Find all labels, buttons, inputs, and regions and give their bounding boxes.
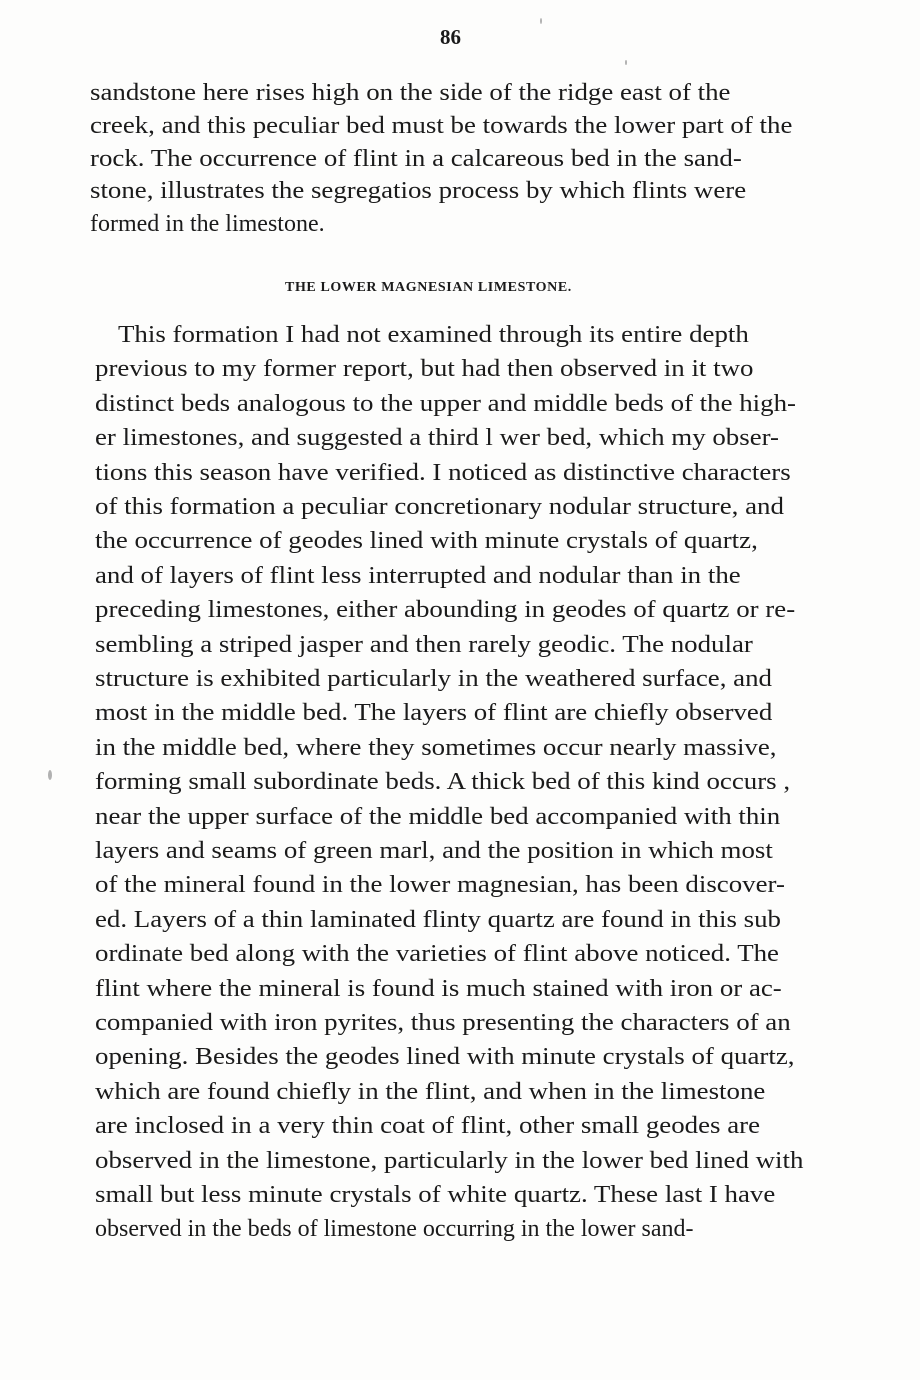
text-line: of the mineral found in the lower magnesian, has been discover- — [95, 872, 785, 899]
text-line: creek, and this peculiar bed must be towards the lower part of the — [90, 112, 793, 139]
text-line: previous to my former report, but had then observed in it two — [95, 356, 754, 383]
text-line: rock. The occurrence of flint in a calcareous bed in the sand- — [90, 145, 742, 172]
text-line: er limestones, and suggested a third l wer bed, which my obser- — [95, 425, 779, 452]
text-line: observed in the limestone, particularly in the lower bed lined with — [95, 1147, 804, 1174]
page-number: 86 — [440, 25, 461, 49]
text-line: most in the middle bed. The layers of flint are chiefly observed — [95, 700, 773, 727]
text-line: stone, illustrates the segregatios process by which flints were — [90, 178, 747, 205]
scan-speck — [540, 18, 542, 24]
text-line: companied with iron pyrites, thus presenting the characters of an — [95, 1010, 791, 1036]
text-line: are inclosed in a very thin coat of flint, other small geodes are — [95, 1113, 761, 1140]
text-line: preceding limestones, either abounding in geodes of quartz or re- — [95, 597, 796, 624]
text-line: of this formation a peculiar concretionary nodular structure, and — [95, 494, 784, 520]
text-line: the occurrence of geodes lined with minute crystals of quartz, — [95, 528, 758, 555]
text-line: structure is exhibited particularly in the weathered surface, and — [95, 666, 772, 692]
text-line: observed in the beds of limestone occurring in the lower sand- — [95, 1216, 694, 1243]
text-line: flint where the mineral is found is much stained with iron or ac- — [95, 975, 782, 1002]
text-line: in the middle bed, where they sometimes occur nearly massive, — [95, 734, 777, 761]
text-line: layers and seams of green marl, and the position in which most — [95, 838, 773, 864]
text-line: ordinate bed along with the varieties of flint above noticed. The — [95, 941, 779, 968]
text-line: which are found chiefly in the flint, and when in the limestone — [95, 1078, 766, 1105]
text-line: opening. Besides the geodes lined with minute crystals of quartz, — [95, 1044, 795, 1071]
text-line: near the upper surface of the middle bed accompanied with thin — [95, 803, 781, 830]
text-line: forming small subordinate beds. A thick bed of this kind occurs , — [95, 769, 791, 796]
scan-speck — [48, 770, 52, 780]
text-line: tions this season have verified. I noticed as distinctive characters — [95, 459, 791, 486]
text-line: sembling a striped jasper and then rarely geodic. The nodular — [95, 631, 753, 658]
scan-speck — [625, 60, 627, 65]
text-line: and of layers of flint less interrupted and nodular than in the — [95, 562, 741, 589]
text-line: small but less minute crystals of white quartz. These last I have — [95, 1182, 776, 1208]
text-line: distinct beds analogous to the upper and middle beds of the high- — [95, 390, 796, 417]
section-heading: THE LOWER MAGNESIAN LIMESTONE. — [285, 280, 572, 295]
text-line: formed in the limestone. — [90, 211, 325, 238]
text-line: This formation I had not examined through its entire depth — [118, 322, 749, 348]
text-line: sandstone here rises high on the side of the ridge east of the — [90, 80, 731, 106]
text-line: ed. Layers of a thin laminated flinty quartz are found in this sub — [95, 906, 781, 933]
